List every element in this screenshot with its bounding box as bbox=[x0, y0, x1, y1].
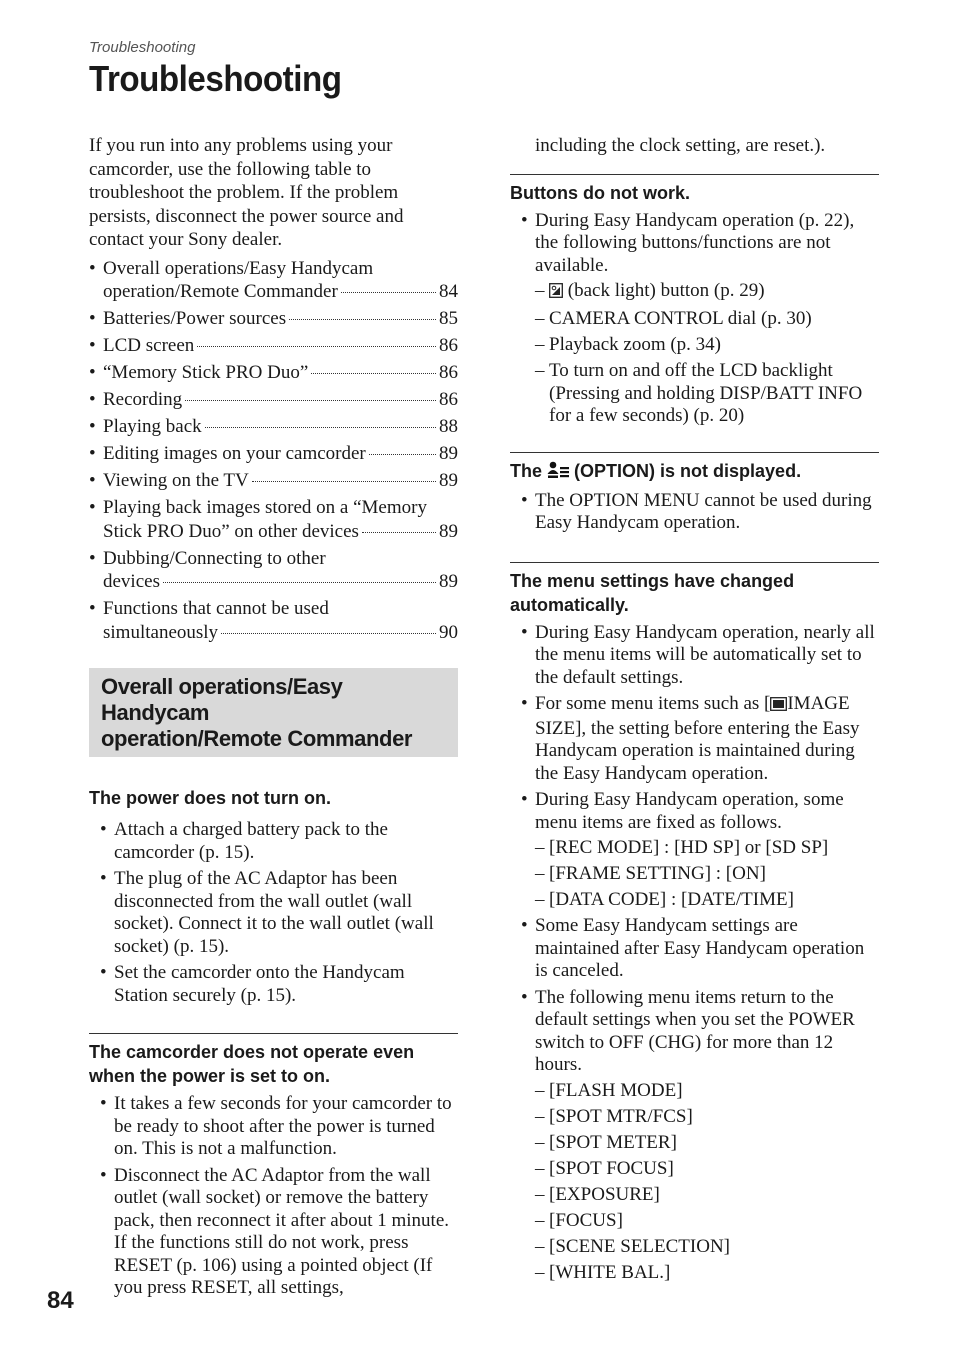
list-item: • During Easy Handycam operation, nearly all the menu items will be automatically set to the default settings. bbox=[510, 622, 879, 690]
sub-list bbox=[535, 1080, 879, 1285]
toc-item[interactable]: • Editing images on your camcorder 89 bbox=[89, 442, 458, 466]
not-operate-solutions bbox=[89, 1093, 458, 1300]
problem-heading: The camcorder does not operate even when the power is set to on. bbox=[89, 1042, 415, 1086]
toc-page: 88 bbox=[439, 416, 458, 437]
toc-item[interactable]: • Batteries/Power sources 85 bbox=[89, 307, 458, 331]
sub-item: – [SCENE SELECTION] bbox=[535, 1236, 879, 1259]
sub-item: – CAMERA CONTROL dial (p. 30) bbox=[535, 308, 879, 331]
sub-item: – [SPOT MTR/FCS] bbox=[535, 1106, 879, 1129]
running-header: Troubleshooting bbox=[89, 39, 196, 56]
list-item: • It takes a few seconds for your camcorder to be ready to shoot after the power is turned on. This is not a malfunction. bbox=[89, 1093, 458, 1161]
menu-problem bbox=[510, 569, 879, 1285]
sub-item: – [DATA CODE] : [DATE/TIME] bbox=[535, 889, 879, 912]
divider bbox=[510, 174, 879, 175]
not-operate-problem bbox=[89, 1040, 458, 1300]
list-item: • Disconnect the AC Adaptor from the wall outlet (wall socket) or remove the battery pack, then reconnect it after about 1 minute. If the functions still do not work, press RESET (p. 106) using a pointed object (If you press RESET, all settings, bbox=[89, 1165, 458, 1300]
power-problem bbox=[89, 786, 458, 1007]
toc-page: 89 bbox=[439, 470, 458, 491]
sub-item: – [REC MODE] : [HD SP] or [SD SP] bbox=[535, 837, 879, 860]
sub-item: – [FLASH MODE] bbox=[535, 1080, 879, 1103]
problem-heading: The menu settings have changed automatically. bbox=[510, 570, 795, 615]
buttons-problem bbox=[510, 181, 879, 428]
sub-item: – [FRAME SETTING] : [ON] bbox=[535, 863, 879, 886]
toc-item[interactable]: • Overall operations/Easy Handycam operation/Remote Commander 84 bbox=[89, 257, 458, 304]
divider bbox=[510, 562, 879, 563]
divider bbox=[510, 452, 879, 453]
right-column bbox=[510, 134, 879, 1288]
sub-item: – [EXPOSURE] bbox=[535, 1184, 879, 1207]
power-solutions bbox=[89, 819, 458, 1007]
toc-page: 89 bbox=[439, 520, 458, 542]
toc-item[interactable]: • Viewing on the TV 89 bbox=[89, 469, 458, 493]
image-size-icon bbox=[770, 695, 787, 718]
sub-item: – [SPOT METER] bbox=[535, 1132, 879, 1155]
toc-page: 90 bbox=[439, 621, 458, 643]
toc-item[interactable]: • LCD screen 86 bbox=[89, 334, 458, 358]
sub-list bbox=[535, 280, 879, 428]
list-item: • During Easy Handycam operation (p. 22), the following buttons/functions are not available. – (back light) button (p. 29) – CAMERA CONTROL dial (p. 30) – Playback zoom (p. 34) – To turn on and off the LCD backlight (Pressing and holding DISP/BATT INFO for a few seconds) (p. 20) bbox=[510, 210, 879, 428]
list-item: • The OPTION MENU cannot be used during Easy Handycam operation. bbox=[510, 490, 879, 535]
toc-page: 85 bbox=[439, 308, 458, 329]
backlight-icon bbox=[549, 282, 563, 305]
problem-heading: The power does not turn on. bbox=[89, 788, 331, 808]
intro-paragraph: If you run into any problems using your camcorder, use the following table to troubleshoot the problem. If the problem persists, disconnect the power source and contact your Sony dealer. bbox=[89, 135, 404, 250]
menu-solutions bbox=[510, 622, 879, 1285]
toc-item[interactable]: • “Memory Stick PRO Duo” 86 bbox=[89, 361, 458, 385]
list-item: • For some menu items such as [ IMAGE SIZE], the setting before entering the Easy Handycam operation is maintained during the Easy Handycam operation. bbox=[510, 693, 879, 785]
continued-text: including the clock setting, are reset.). bbox=[535, 135, 826, 156]
page-title: Troubleshooting bbox=[89, 58, 342, 99]
toc-item[interactable]: • Playing back images stored on a “Memory Stick PRO Duo” on other devices 89 bbox=[89, 496, 458, 543]
problem-heading: The (OPTION) is not displayed. bbox=[510, 459, 879, 485]
sub-item: – To turn on and off the LCD backlight (Pressing and holding DISP/BATT INFO for a few seconds) (p. 20) bbox=[535, 360, 879, 428]
toc-item[interactable]: • Playing back 88 bbox=[89, 415, 458, 439]
section-heading: Overall operations/Easy Handycam operation/Remote Commander bbox=[89, 668, 458, 757]
toc-item[interactable]: • Dubbing/Connecting to other devices 89 bbox=[89, 547, 458, 594]
toc-page: 84 bbox=[439, 281, 458, 302]
divider bbox=[89, 1033, 458, 1034]
problem-heading: Buttons do not work. bbox=[510, 182, 690, 203]
option-solutions bbox=[510, 490, 879, 535]
toc-page: 86 bbox=[439, 335, 458, 356]
toc-item[interactable]: • Recording 86 bbox=[89, 388, 458, 412]
sub-item: – (back light) button (p. 29) bbox=[535, 280, 879, 305]
sub-list bbox=[535, 837, 879, 912]
sub-item: – [FOCUS] bbox=[535, 1210, 879, 1233]
list-item: • The plug of the AC Adaptor has been disconnected from the wall outlet (wall socket). Connect it to the wall outlet (wall socket) (p. 15). bbox=[89, 868, 458, 958]
toc-page: 89 bbox=[439, 571, 458, 592]
sub-item: – Playback zoom (p. 34) bbox=[535, 334, 879, 357]
toc-item[interactable]: • Functions that cannot be used simultaneously 90 bbox=[89, 597, 458, 644]
list-item: • Set the camcorder onto the Handycam Station securely (p. 15). bbox=[89, 962, 458, 1007]
sub-item: – [WHITE BAL.] bbox=[535, 1262, 879, 1285]
page-number: 84 bbox=[47, 1287, 74, 1314]
option-icon bbox=[547, 461, 569, 485]
toc-page: 86 bbox=[439, 389, 458, 410]
list-item: • The following menu items return to the default settings when you set the POWER switch to OFF (CHG) for more than 12 hours. – [FLASH MODE] – [SPOT MTR/FCS] – [SPOT METER] – [SPOT FOCUS] – [EXPOSURE] – [FOCUS] – [SCENE SELECTION] – [WHITE BAL.] bbox=[510, 987, 879, 1285]
sub-item: – [SPOT FOCUS] bbox=[535, 1158, 879, 1181]
toc-list bbox=[89, 257, 458, 645]
toc-page: 86 bbox=[439, 362, 458, 383]
list-item: • During Easy Handycam operation, some menu items are fixed as follows. – [REC MODE] : [HD SP] or [SD SP] – [FRAME SETTING] : [ON] – [DATA CODE] : [DATE/TIME] bbox=[510, 789, 879, 912]
option-problem bbox=[510, 459, 879, 535]
left-column bbox=[89, 134, 458, 1300]
toc-page: 89 bbox=[439, 443, 458, 464]
buttons-solutions bbox=[510, 210, 879, 428]
list-item: • Some Easy Handycam settings are maintained after Easy Handycam operation is canceled. bbox=[510, 915, 879, 983]
list-item: • Attach a charged battery pack to the camcorder (p. 15). bbox=[89, 819, 458, 864]
